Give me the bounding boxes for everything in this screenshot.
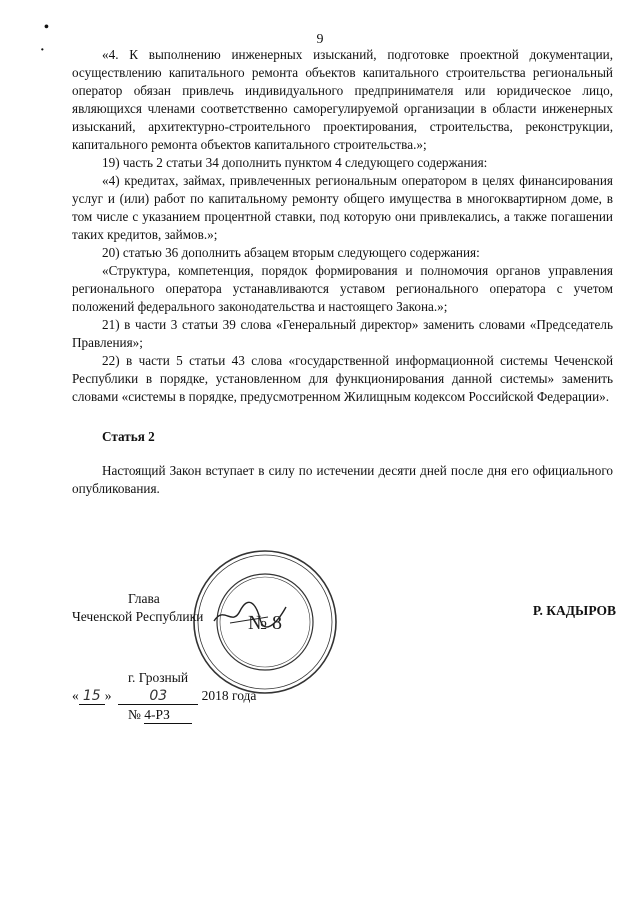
date-year: 2018 года — [201, 688, 257, 703]
paragraph: 21) в части 3 статьи 39 слова «Генеральный директор» заменить словами «Председатель Правления»; — [72, 317, 613, 350]
margin-mark: • — [44, 20, 49, 35]
page-number: 9 — [316, 32, 324, 47]
law-number: 4-РЗ — [144, 707, 192, 724]
law-number-line — [128, 707, 192, 724]
law-number-prefix: № — [128, 707, 141, 722]
date-month: 03 — [118, 688, 198, 705]
signatory-title-1: Глава — [128, 591, 160, 606]
article-text: Настоящий Закон вступает в силу по истечении десяти дней после дня его официального опубликования. — [72, 463, 613, 496]
city: г. Грозный — [128, 670, 189, 685]
date-day: 15 — [79, 688, 105, 705]
paragraph: «Структура, компетенция, порядок формирования и полномочия органов управления регионального оператора устанавливаются уставом регионального оператора с учетом положений федерального законодательства и настоящего Закона.»; — [72, 263, 613, 314]
date-line: « 15 » 03 2018 года — [72, 688, 257, 704]
article-heading: Статья 2 — [102, 429, 155, 444]
signatory-name: Р. КАДЫРОВ — [532, 603, 616, 618]
paragraph: 20) статью 36 дополнить абзацем вторым следующего содержания: — [102, 245, 480, 260]
margin-mark: · — [40, 43, 45, 58]
paragraph: 22) в части 5 статьи 43 слова «государственной информационной системы Чеченской Республики в порядке, установленном для функционирования данной системы» заменить словами «системы в порядке, предусмотренном Жилищным кодексом Российской Федерации». — [72, 353, 613, 404]
paragraph: 19) часть 2 статьи 34 дополнить пунктом 4 следующего содержания: — [102, 155, 488, 170]
signature-mark — [210, 599, 290, 629]
signatory-title-2: Чеченской Республики — [72, 609, 204, 624]
paragraph: «4) кредитах, займах, привлеченных региональным оператором в целях финансирования услуг и (или) работ по капитальному ремонту общего имущества в многоквартирном доме, в том числе с указанием процентной ставки, под которую они привлекались, а также погашении таких кредитов, займов.»; — [72, 173, 613, 242]
paragraph: «4. К выполнению инженерных изысканий, подготовке проектной документации, осуществлению капитального ремонта объектов капитального строительства региональный оператор обязан привлечь индивидуального предпринимателя или юридическое лицо, являющихся членами соответственно саморегулируемой организации в области инженерных изысканий, архитектурно-строительного проектирования, строительства, реконструкции, капитального ремонта объектов капитального строительства.»; — [72, 47, 613, 152]
law-body — [72, 46, 613, 498]
stamp-number: № 8 — [247, 612, 283, 634]
